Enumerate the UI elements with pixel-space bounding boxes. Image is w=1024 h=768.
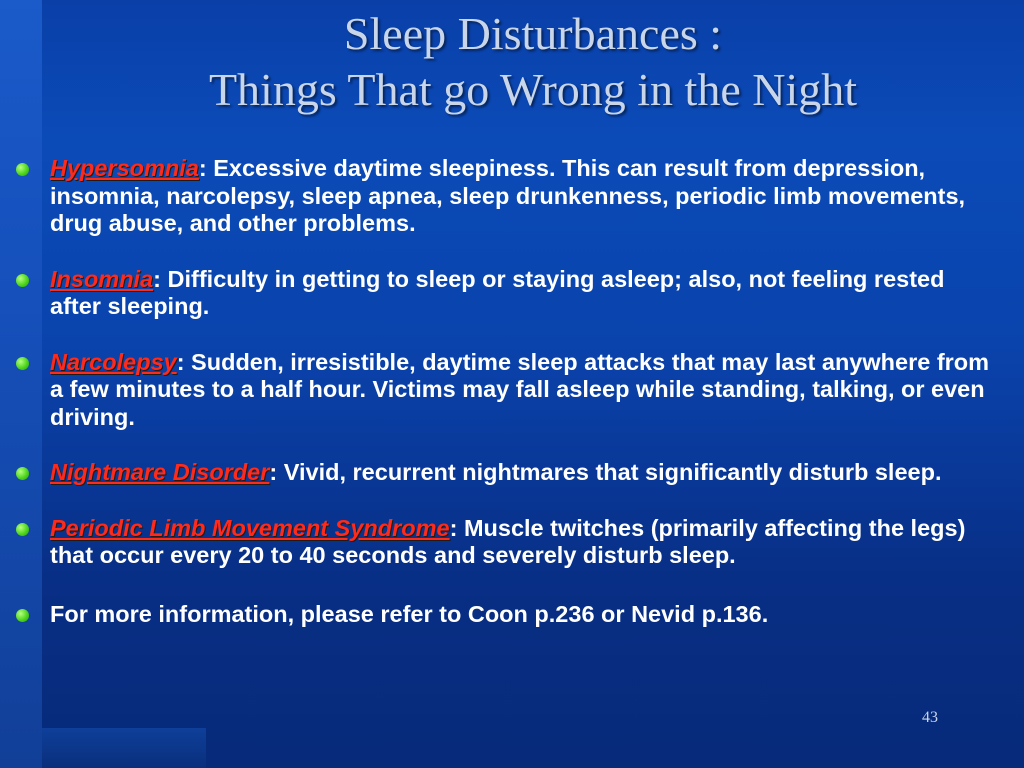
bullet-more-information: [12, 601, 992, 629]
bullet-nightmare-disorder: [12, 459, 992, 487]
title-line-1: Sleep Disturbances :: [343, 8, 723, 59]
green-dot-icon: [16, 467, 29, 480]
term-hypersomnia: Hypersomnia: [50, 155, 199, 181]
term-nightmare-disorder: Nightmare Disorder: [50, 459, 270, 485]
title-line-2: Things That go Wrong in the Night: [208, 64, 858, 115]
definition-hypersomnia: : Excessive daytime sleepiness. This can result from depression, insomnia, narcolepsy, sleep apnea, sleep drunkenness, periodic limb movements, drug abuse, and other problems.: [50, 155, 966, 236]
definition-narcolepsy: : Sudden, irresistible, daytime sleep attacks that may last anywhere from a few minutes to a half hour. Victims may fall asleep while standing, talking, or even driving.: [50, 348, 990, 430]
green-dot-icon: [16, 163, 29, 176]
bottom-decorative-panel: [42, 728, 206, 768]
bullet-insomnia: [12, 266, 992, 321]
bullet-periodic-limb-movement: [12, 515, 992, 570]
slide-title: [42, 6, 1024, 118]
green-dot-icon: [16, 609, 29, 622]
term-insomnia: Insomnia: [50, 265, 154, 292]
term-narcolepsy: Narcolepsy: [50, 348, 177, 375]
definition-nightmare-disorder: : Vivid, recurrent nightmares that significantly disturb sleep.: [269, 459, 942, 485]
page-number: 43: [922, 709, 938, 726]
bullet-narcolepsy: [12, 349, 992, 432]
reference-text: For more information, please refer to Coon p.236 or Nevid p.136.: [50, 600, 769, 627]
definition-insomnia: : Difficulty in getting to sleep or staying asleep; also, not feeling rested after sleeping.: [50, 265, 945, 319]
definition-periodic-limb-movement: : Muscle twitches (primarily affecting the legs) that occur every 20 to 40 seconds and severely disturb sleep.: [50, 514, 966, 568]
bullet-hypersomnia: [12, 155, 992, 238]
green-dot-icon: [16, 274, 29, 287]
bullet-list: [12, 155, 992, 628]
green-dot-icon: [16, 523, 29, 536]
green-dot-icon: [16, 357, 29, 370]
term-periodic-limb-movement: Periodic Limb Movement Syndrome: [50, 514, 450, 541]
